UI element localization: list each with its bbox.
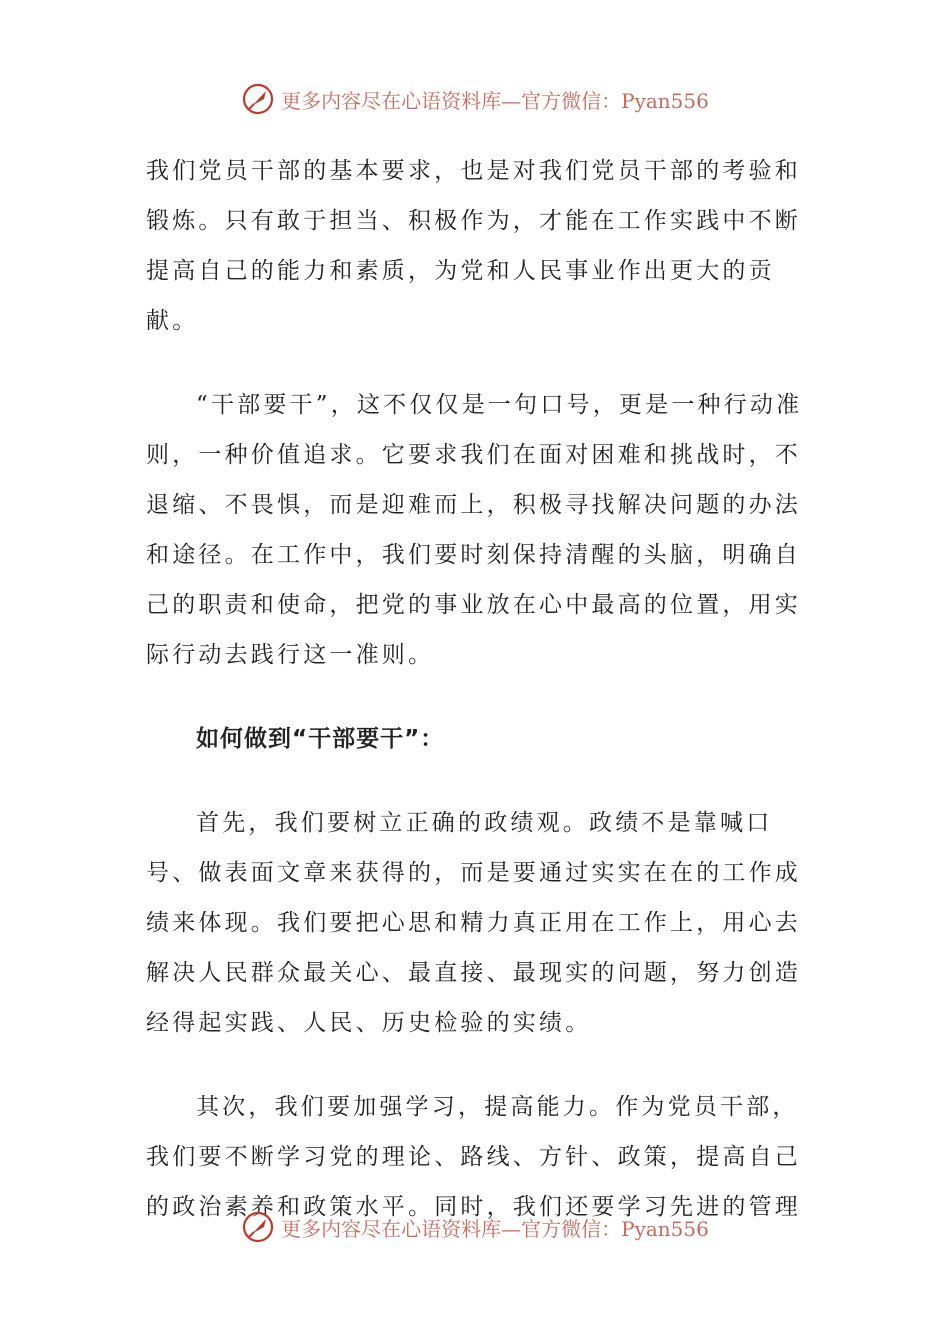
watermark-footer bbox=[0, 1210, 950, 1244]
paragraph-4: 其次，我们要加强学习，提高能力。作为党员干部，我们要不断学习党的理论、路线、方针、政策，提高自己的政治素养和政策水平。同时，我们还要学习先进的管理 bbox=[146, 1094, 801, 1220]
watermark-text: 更多内容尽在心语资料库—官方微信：Pyan556 bbox=[281, 88, 709, 113]
quill-logo-icon bbox=[241, 1210, 275, 1244]
watermark-header bbox=[0, 82, 950, 116]
paragraph-2: “干部要干”，这不仅仅是一句口号，更是一种行动准则，一种价值追求。它要求我们在面对困难和挑战时，不退缩、不畏惧，而是迎难而上，积极寻找解决问题的办法和途径。在工作中，我们要时刻保持清醒的头脑，明确自己的职责和使命，把党的事业放在心中最高的位置，用实际行动去践行这一准则。 bbox=[146, 392, 803, 668]
document-body bbox=[146, 146, 816, 1232]
paragraph-1: 我们党员干部的基本要求，也是对我们党员干部的考验和锻炼。只有敢于担当、积极作为，才能在工作实践中不断提高自己的能力和素质，为党和人民事业作出更大的贡献。 bbox=[146, 158, 801, 334]
quill-logo-icon bbox=[241, 82, 275, 116]
section-heading: 如何做到“干部要干”： bbox=[196, 726, 445, 752]
watermark-text: 更多内容尽在心语资料库—官方微信：Pyan556 bbox=[281, 1216, 709, 1241]
paragraph-3: 首先，我们要树立正确的政绩观。政绩不是靠喊口号、做表面文章来获得的，而是要通过实实在在的工作成绩来体现。我们要把心思和精力真正用在工作上，用心去解决人民群众最关心、最直接、最现实的问题，努力创造经得起实践、人民、历史检验的实绩。 bbox=[146, 810, 801, 1036]
